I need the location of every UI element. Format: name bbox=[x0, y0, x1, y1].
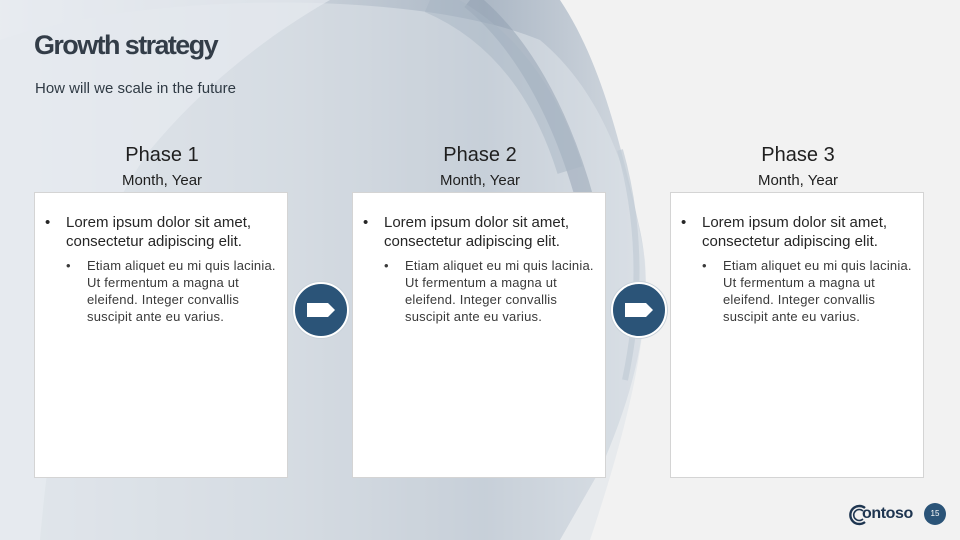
phase-1-title: Phase 1 bbox=[125, 144, 199, 166]
bullet-dot: • bbox=[384, 258, 389, 273]
phase-3-sub-bullet-text: Etiam aliquet eu mi quis lacinia. Ut fermentum a magna ut eleifend. Integer convallis suscipit ante eu varius. bbox=[723, 258, 912, 324]
slide-title: Growth strategy bbox=[34, 30, 218, 60]
arrow-right-icon bbox=[613, 284, 665, 336]
phase-3-title: Phase 3 bbox=[761, 144, 835, 166]
phase-2-card bbox=[352, 192, 606, 478]
page-number-badge: 15 bbox=[924, 503, 946, 525]
logo-text: ontoso bbox=[862, 505, 913, 522]
phase-1-sub-bullet bbox=[66, 257, 276, 325]
phase-2-title: Phase 2 bbox=[443, 144, 517, 166]
phase-3-bullet bbox=[681, 213, 917, 251]
bullet-dot: • bbox=[702, 258, 707, 273]
phase-2-header bbox=[352, 143, 608, 190]
phase-2-bullet bbox=[363, 213, 599, 251]
phase-3-card bbox=[670, 192, 924, 478]
phase-2-date: Month, Year bbox=[439, 172, 521, 189]
phase-2-bullet-text: Lorem ipsum dolor sit amet, consectetur adipiscing elit. bbox=[384, 214, 570, 250]
bullet-dot: • bbox=[66, 258, 71, 273]
phase-3-header bbox=[670, 143, 926, 190]
phase-1-bullet-text: Lorem ipsum dolor sit amet, consectetur adipiscing elit. bbox=[66, 214, 252, 250]
phase-1-to-2-arrow bbox=[293, 282, 349, 338]
bullet-dot: • bbox=[681, 214, 687, 231]
phase-2-sub-bullet-text: Etiam aliquet eu mi quis lacinia. Ut fermentum a magna ut eleifend. Integer convallis suscipit ante eu varius. bbox=[405, 258, 594, 324]
phase-1-header bbox=[34, 143, 290, 190]
arrow-right-icon bbox=[295, 284, 347, 336]
phase-2-to-3-arrow bbox=[611, 282, 667, 338]
bullet-dot: • bbox=[45, 214, 51, 231]
phase-3-date: Month, Year bbox=[757, 172, 839, 189]
slide-subtitle: How will we scale in the future bbox=[35, 80, 236, 97]
phase-1-sub-bullet-text: Etiam aliquet eu mi quis lacinia. Ut fermentum a magna ut eleifend. Integer convallis suscipit ante eu varius. bbox=[87, 258, 276, 324]
phase-2-sub-bullet bbox=[384, 257, 594, 325]
phase-3-sub-bullet bbox=[702, 257, 912, 325]
phase-3-bullet-text: Lorem ipsum dolor sit amet, consectetur adipiscing elit. bbox=[702, 214, 888, 250]
phase-1-date: Month, Year bbox=[121, 172, 203, 189]
phase-1-bullet bbox=[45, 213, 281, 251]
phase-1-card bbox=[34, 192, 288, 478]
bullet-dot: • bbox=[363, 214, 369, 231]
